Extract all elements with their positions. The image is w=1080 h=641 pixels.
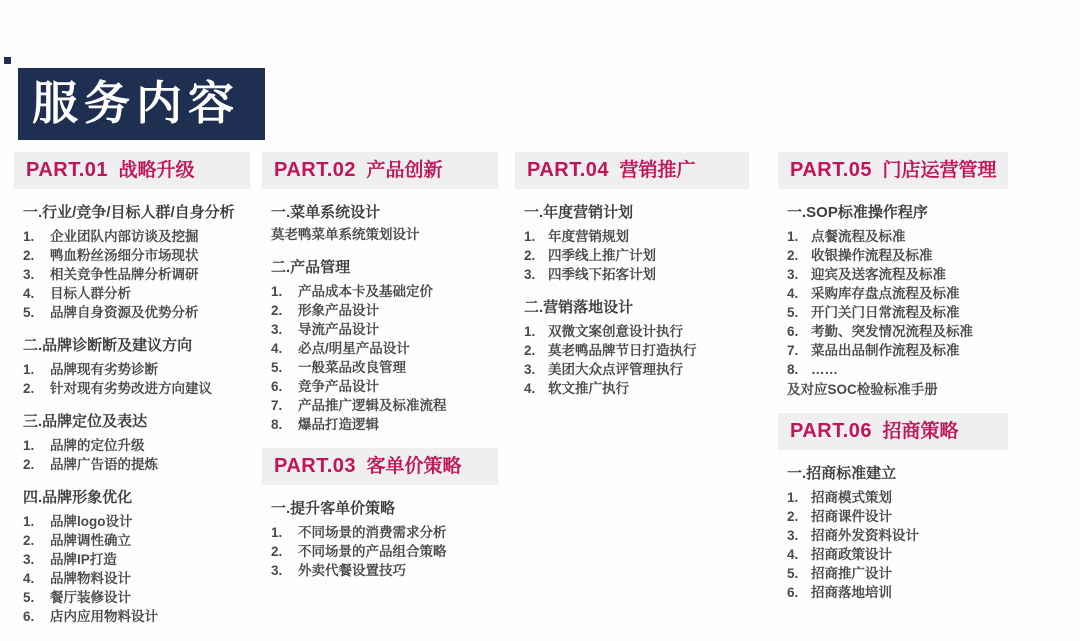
- section-items: [23, 227, 250, 322]
- section-tail-note: 及对应SOC检验标准手册: [787, 382, 938, 397]
- list-item: 开门关门日常流程及标准: [811, 305, 960, 320]
- section-marketing-execution: [515, 298, 749, 398]
- section-items: [23, 436, 250, 474]
- section-annual-marketing-plan: [515, 203, 749, 284]
- part-title: 门店运营管理: [882, 160, 997, 181]
- section-franchise-standards: [778, 464, 1008, 602]
- list-item: 产品推广逻辑及标准流程: [298, 398, 447, 413]
- section-heading: 一.行业/竞争/目标人群/自身分析: [23, 204, 235, 221]
- list-item: 品牌现有劣势诊断: [50, 362, 158, 377]
- list-item: 年度营销规划: [548, 229, 629, 244]
- list-item: 餐厅装修设计: [50, 590, 131, 605]
- section-heading: 二.品牌诊断断及建议方向: [23, 337, 193, 354]
- list-item: 软文推广执行: [548, 381, 629, 396]
- part-label: PART.06: [790, 420, 873, 442]
- part-label: PART.04: [527, 159, 610, 181]
- list-item: 必点/明星产品设计: [298, 341, 410, 356]
- list-item: 招商落地培训: [811, 585, 892, 600]
- list-item: 品牌广告语的提炼: [50, 457, 158, 472]
- part-label: PART.02: [274, 159, 357, 181]
- list-item: 企业团队内部访谈及挖掘: [50, 229, 199, 244]
- list-item: 针对现有劣势改进方向建议: [50, 381, 212, 396]
- part-header-05: [778, 152, 1008, 189]
- list-item: 莫老鸭品牌节日打造执行: [548, 343, 697, 358]
- column-marketing-promotion: [515, 152, 749, 398]
- section-brand-positioning: [14, 412, 250, 474]
- list-item: 产品成本卡及基础定价: [298, 284, 433, 299]
- section-items: [23, 512, 250, 626]
- list-item: 相关竞争性品牌分析调研: [50, 267, 199, 282]
- part-title: 客单价策略: [366, 456, 462, 477]
- list-item: 品牌自身资源及优势分析: [50, 305, 199, 320]
- list-item: ……: [811, 362, 838, 377]
- part-header-03: [262, 448, 498, 485]
- list-item: 不同场景的消费需求分析: [298, 525, 447, 540]
- section-items: [271, 523, 498, 580]
- part-title: 营销推广: [619, 160, 696, 181]
- column-strategy-upgrade: [14, 152, 250, 626]
- part-title: 产品创新: [366, 160, 443, 181]
- list-item: 美团大众点评管理执行: [548, 362, 683, 377]
- section-items: [787, 488, 1008, 602]
- list-item: 品牌的定位升级: [50, 438, 145, 453]
- list-item: 双微文案创意设计执行: [548, 324, 683, 339]
- section-menu-system: [262, 203, 498, 244]
- section-sop: [778, 203, 1008, 399]
- list-item: 品牌物料设计: [50, 571, 131, 586]
- list-item: 一般菜品改良管理: [298, 360, 406, 375]
- corner-mark: [4, 57, 11, 64]
- section-product-management: [262, 258, 498, 434]
- section-heading: 三.品牌定位及表达: [23, 413, 148, 430]
- section-brand-diagnosis: [14, 336, 250, 398]
- section-industry-analysis: [14, 203, 250, 322]
- section-brand-image: [14, 488, 250, 626]
- list-item: 目标人群分析: [50, 286, 131, 301]
- section-items: [524, 227, 749, 284]
- list-item: 招商推广设计: [811, 566, 892, 581]
- section-heading: 一.年度营销计划: [524, 204, 634, 221]
- section-heading: 一.菜单系统设计: [271, 204, 381, 221]
- section-items: [23, 360, 250, 398]
- slide-title: 服务内容: [32, 77, 240, 129]
- section-items: [271, 282, 498, 434]
- list-item: 形象产品设计: [298, 303, 379, 318]
- part-header-04: [515, 152, 749, 189]
- list-item: 点餐流程及标准: [811, 229, 906, 244]
- part-title: 战略升级: [118, 160, 195, 181]
- section-heading: 一.提升客单价策略: [271, 500, 396, 517]
- list-item: 招商模式策划: [811, 490, 892, 505]
- list-item: 店内应用物料设计: [50, 609, 158, 624]
- list-item: 品牌logo设计: [50, 514, 133, 529]
- list-item: 考勤、突发情况流程及标准: [811, 324, 973, 339]
- list-item: 品牌IP打造: [50, 552, 117, 567]
- part-header-06: [778, 413, 1008, 450]
- list-item: 迎宾及送客流程及标准: [811, 267, 946, 282]
- list-item: 采购库存盘点流程及标准: [811, 286, 960, 301]
- part-title: 招商策略: [882, 421, 959, 442]
- part-header-01: [14, 152, 250, 189]
- list-item: 招商政策设计: [811, 547, 892, 562]
- section-heading: 四.品牌形象优化: [23, 489, 133, 506]
- column-product-innovation: [262, 152, 498, 580]
- list-item: 爆品打造逻辑: [298, 417, 379, 432]
- section-heading: 一.招商标准建立: [787, 465, 897, 482]
- list-item: 品牌调性确立: [50, 533, 131, 548]
- part-label: PART.01: [26, 159, 109, 181]
- list-item: 四季线下拓客计划: [548, 267, 656, 282]
- list-item: 外卖代餐设置技巧: [298, 563, 406, 578]
- section-note: 莫老鸭菜单系统策划设计: [271, 227, 420, 242]
- list-item: 招商课件设计: [811, 509, 892, 524]
- part-label: PART.03: [274, 455, 357, 477]
- list-item: 四季线上推广计划: [548, 248, 656, 263]
- section-heading: 二.产品管理: [271, 259, 351, 276]
- slide-title-banner: [18, 68, 265, 140]
- section-heading: 二.营销落地设计: [524, 299, 634, 316]
- part-label: PART.05: [790, 159, 873, 181]
- list-item: 招商外发资料设计: [811, 528, 919, 543]
- list-item: 鸭血粉丝汤细分市场现状: [50, 248, 199, 263]
- section-raise-ticket-price: [262, 499, 498, 580]
- section-items: [787, 227, 1008, 379]
- column-store-operations: [778, 152, 1008, 602]
- list-item: 导流产品设计: [298, 322, 379, 337]
- list-item: 收银操作流程及标准: [811, 248, 933, 263]
- list-item: 不同场景的产品组合策略: [298, 544, 447, 559]
- part-header-02: [262, 152, 498, 189]
- list-item: 竞争产品设计: [298, 379, 379, 394]
- section-items: [524, 322, 749, 398]
- section-heading: 一.SOP标准操作程序: [787, 204, 928, 221]
- list-item: 菜品出品制作流程及标准: [811, 343, 960, 358]
